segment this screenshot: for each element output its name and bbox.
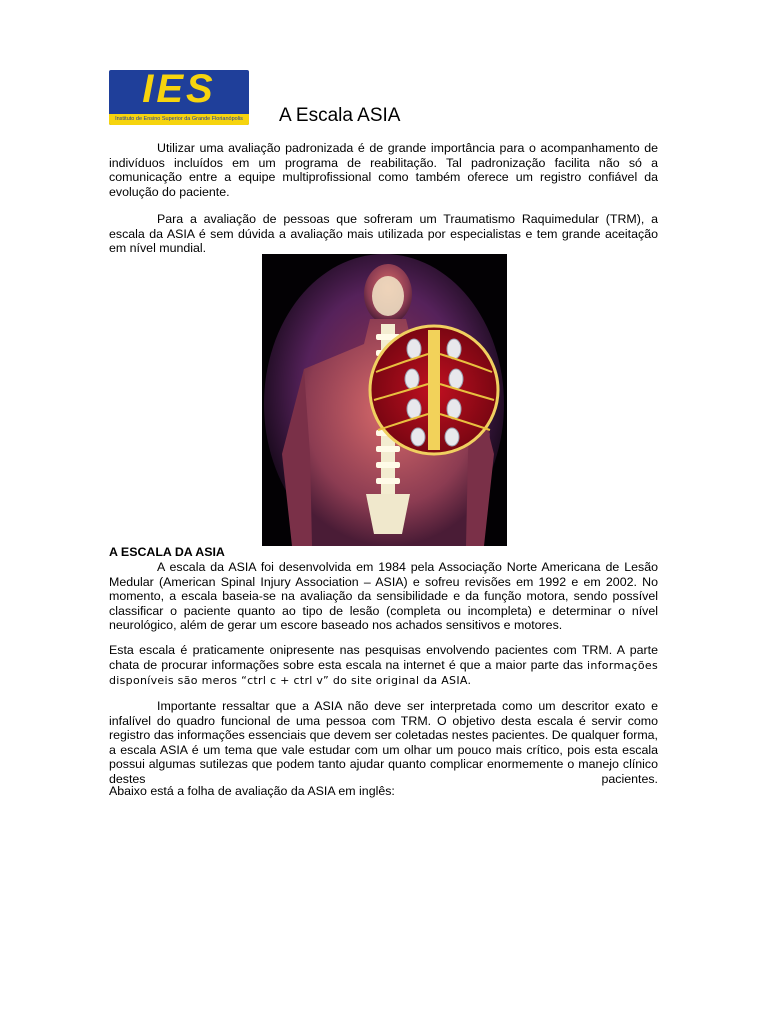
intro-paragraph-1: Utilizar uma avaliação padronizada é de grande importância para o acompanhamento de indivíduos incluídos em um programa de reabilitação. Tal padronização facilita não só a comunicação entre a equipe multiprofissional como também oferece um registro confiável da evolução do paciente. [109,141,658,199]
section-paragraph-4: Abaixo está a folha de avaliação da ASIA em inglês: [109,784,395,798]
logo-subtitle: Instituto de Ensino Superior da Grande Florianópolis [115,116,243,122]
section-heading: A ESCALA DA ASIA [109,545,225,559]
section-paragraph-1: A escala da ASIA foi desenvolvida em 1984 pela Associação Norte Americana de Lesão Medular (American Spinal Injury Association – ASIA) e sofreu revisões em 1992 e em 2002. No momento, a escala baseia-se na avaliação da sensibilidade e da função motora, sendo possível classificar o paciente quanto ao tipo de lesão (completa ou incompleta) e determinar o nível neurológico, além de gerar um escore baseado nos achados sensitivos e motores. [109,560,658,633]
section-paragraph-2 [109,643,658,689]
ies-logo [109,70,249,125]
page-title: A Escala ASIA [279,105,401,126]
intro-paragraph-2: Para a avaliação de pessoas que sofreram um Traumatismo Raquimedular (TRM), a escala da ASIA é sem dúvida a avaliação mais utilizada por especialistas e tem grande aceitação em nível mundial. [109,212,658,256]
logo-text: IES [142,70,216,111]
section-paragraph-3: Importante ressaltar que a ASIA não deve ser interpretada como um descritor exato e infalível do quadro funcional de uma pessoa com TRM. O objetivo desta escala é servir como registro das informações essenciais que devem ser coletadas nestes pacientes. De qualquer forma, a escala ASIA é um tema que vale estudar com um olhar um pouco mais crítico, pois esta escala possui algumas sutilezas que podem tanto ajudar quanto complicar enormemente o manejo clínico destes pacientes. [109,699,658,786]
section-paragraph-2-tail: informações disponíveis são meros “ctrl c + ctrl v” do site original da ASIA. [109,658,658,688]
section-paragraph-2-main: Esta escala é praticamente onipresente nas pesquisas envolvendo pacientes com TRM. A parte chata de procurar informações sobre esta escala na internet é que a maior parte das [109,643,658,672]
spine-illustration [262,254,507,546]
